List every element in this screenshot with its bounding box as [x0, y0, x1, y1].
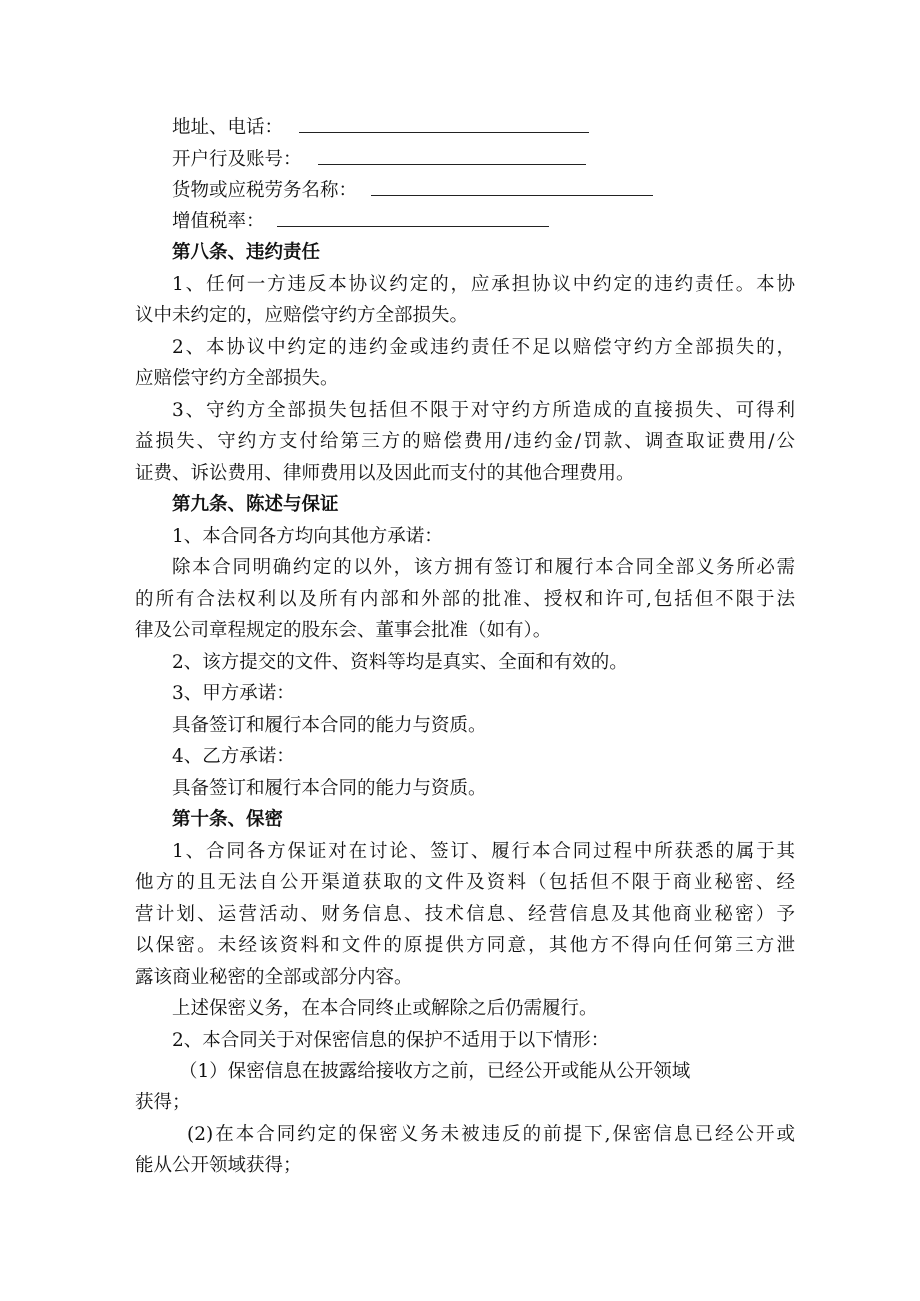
article8-p3-line2: 益损失、守约方支付给第三方的赔偿费用/违约金/罚款、调查取证费用/公 — [135, 431, 795, 452]
article9-p1: 1、本合同各方均向其他方承诺： — [172, 526, 443, 547]
article10-p1-line4: 以保密。未经该资料和文件的原提供方同意，其他方不得向任何第三方泄 — [135, 935, 795, 956]
field-label: 开户行及账号： — [172, 149, 302, 170]
article10-p1b: 上述保密义务，在本合同终止或解除之后仍需履行。 — [172, 998, 598, 1019]
field-label: 增值税率： — [172, 211, 265, 232]
article10-heading: 第十条、保密 — [172, 809, 284, 830]
article8-p1-line1: 1、任何一方违反本协议约定的，应承担协议中约定的违约责任。本协 — [172, 274, 795, 295]
blank-line — [318, 146, 586, 165]
field-label: 货物或应税劳务名称： — [172, 180, 358, 201]
article9-p3a: 具备签订和履行本合同的能力与资质。 — [172, 715, 487, 736]
blank-line — [277, 208, 549, 227]
article10-item2-line1: (2)在本合同约定的保密义务未被违反的前提下,保密信息已经公开或 — [187, 1124, 795, 1145]
article10-item1-line2: 获得； — [135, 1092, 191, 1113]
article8-p2-line2: 应赔偿守约方全部损失。 — [135, 368, 339, 389]
article8-p3-line3: 证费、诉讼费用、律师费用以及因此而支付的其他合理费用。 — [135, 463, 635, 484]
article9-p1a-line3: 律及公司章程规定的股东会、董事会批准（如有）。 — [135, 620, 552, 641]
article9-p3: 3、甲方承诺： — [172, 683, 295, 704]
article8-p2-line1: 2、本协议中约定的违约金或违约责任不足以赔偿守约方全部损失的， — [172, 337, 795, 358]
article8-heading: 第八条、违约责任 — [172, 242, 321, 263]
article8-p1-line2: 议中未约定的，应赔偿守约方全部损失。 — [135, 305, 469, 326]
article9-p2: 2、该方提交的文件、资料等均是真实、全面和有效的。 — [172, 652, 628, 673]
article10-item2-line2: 能从公开领域获得； — [135, 1155, 302, 1176]
field-vat-rate — [135, 208, 795, 234]
blank-line — [299, 114, 589, 133]
blank-line — [371, 177, 653, 196]
article10-p1-line2: 他方的且无法自公开渠道获取的文件及资料（包括但不限于商业秘密、经 — [135, 872, 795, 893]
field-goods-name — [135, 177, 795, 203]
article9-p1a-line1: 除本合同明确约定的以外，该方拥有签订和履行本合同全部义务所必需 — [172, 557, 795, 578]
article10-p2: 2、本合同关于对保密信息的保护不适用于以下情形： — [172, 1030, 610, 1051]
article10-p1-line1: 1、合同各方保证对在讨论、签订、履行本合同过程中所获悉的属于其 — [172, 841, 795, 862]
field-address-phone — [135, 114, 795, 140]
article10-item1-line1: （1）保密信息在披露给接收方之前，已经公开或能从公开领域 — [179, 1061, 691, 1082]
article9-heading: 第九条、陈述与保证 — [172, 494, 339, 515]
article9-p4: 4、乙方承诺： — [172, 746, 295, 767]
field-bank-account — [135, 146, 795, 172]
field-label: 地址、电话： — [172, 117, 284, 138]
article10-p1-line5: 露该商业秘密的全部或部分内容。 — [135, 967, 413, 988]
article8-p3-line1: 3、守约方全部损失包括但不限于对守约方所造成的直接损失、可得利 — [172, 400, 795, 421]
article9-p1a-line2: 的所有合法权利以及所有内部和外部的批准、授权和许可,包括但不限于法 — [135, 589, 795, 610]
article10-p1-line3: 营计划、运营活动、财务信息、技术信息、经营信息及其他商业秘密）予 — [135, 904, 795, 925]
article9-p4a: 具备签订和履行本合同的能力与资质。 — [172, 778, 487, 799]
